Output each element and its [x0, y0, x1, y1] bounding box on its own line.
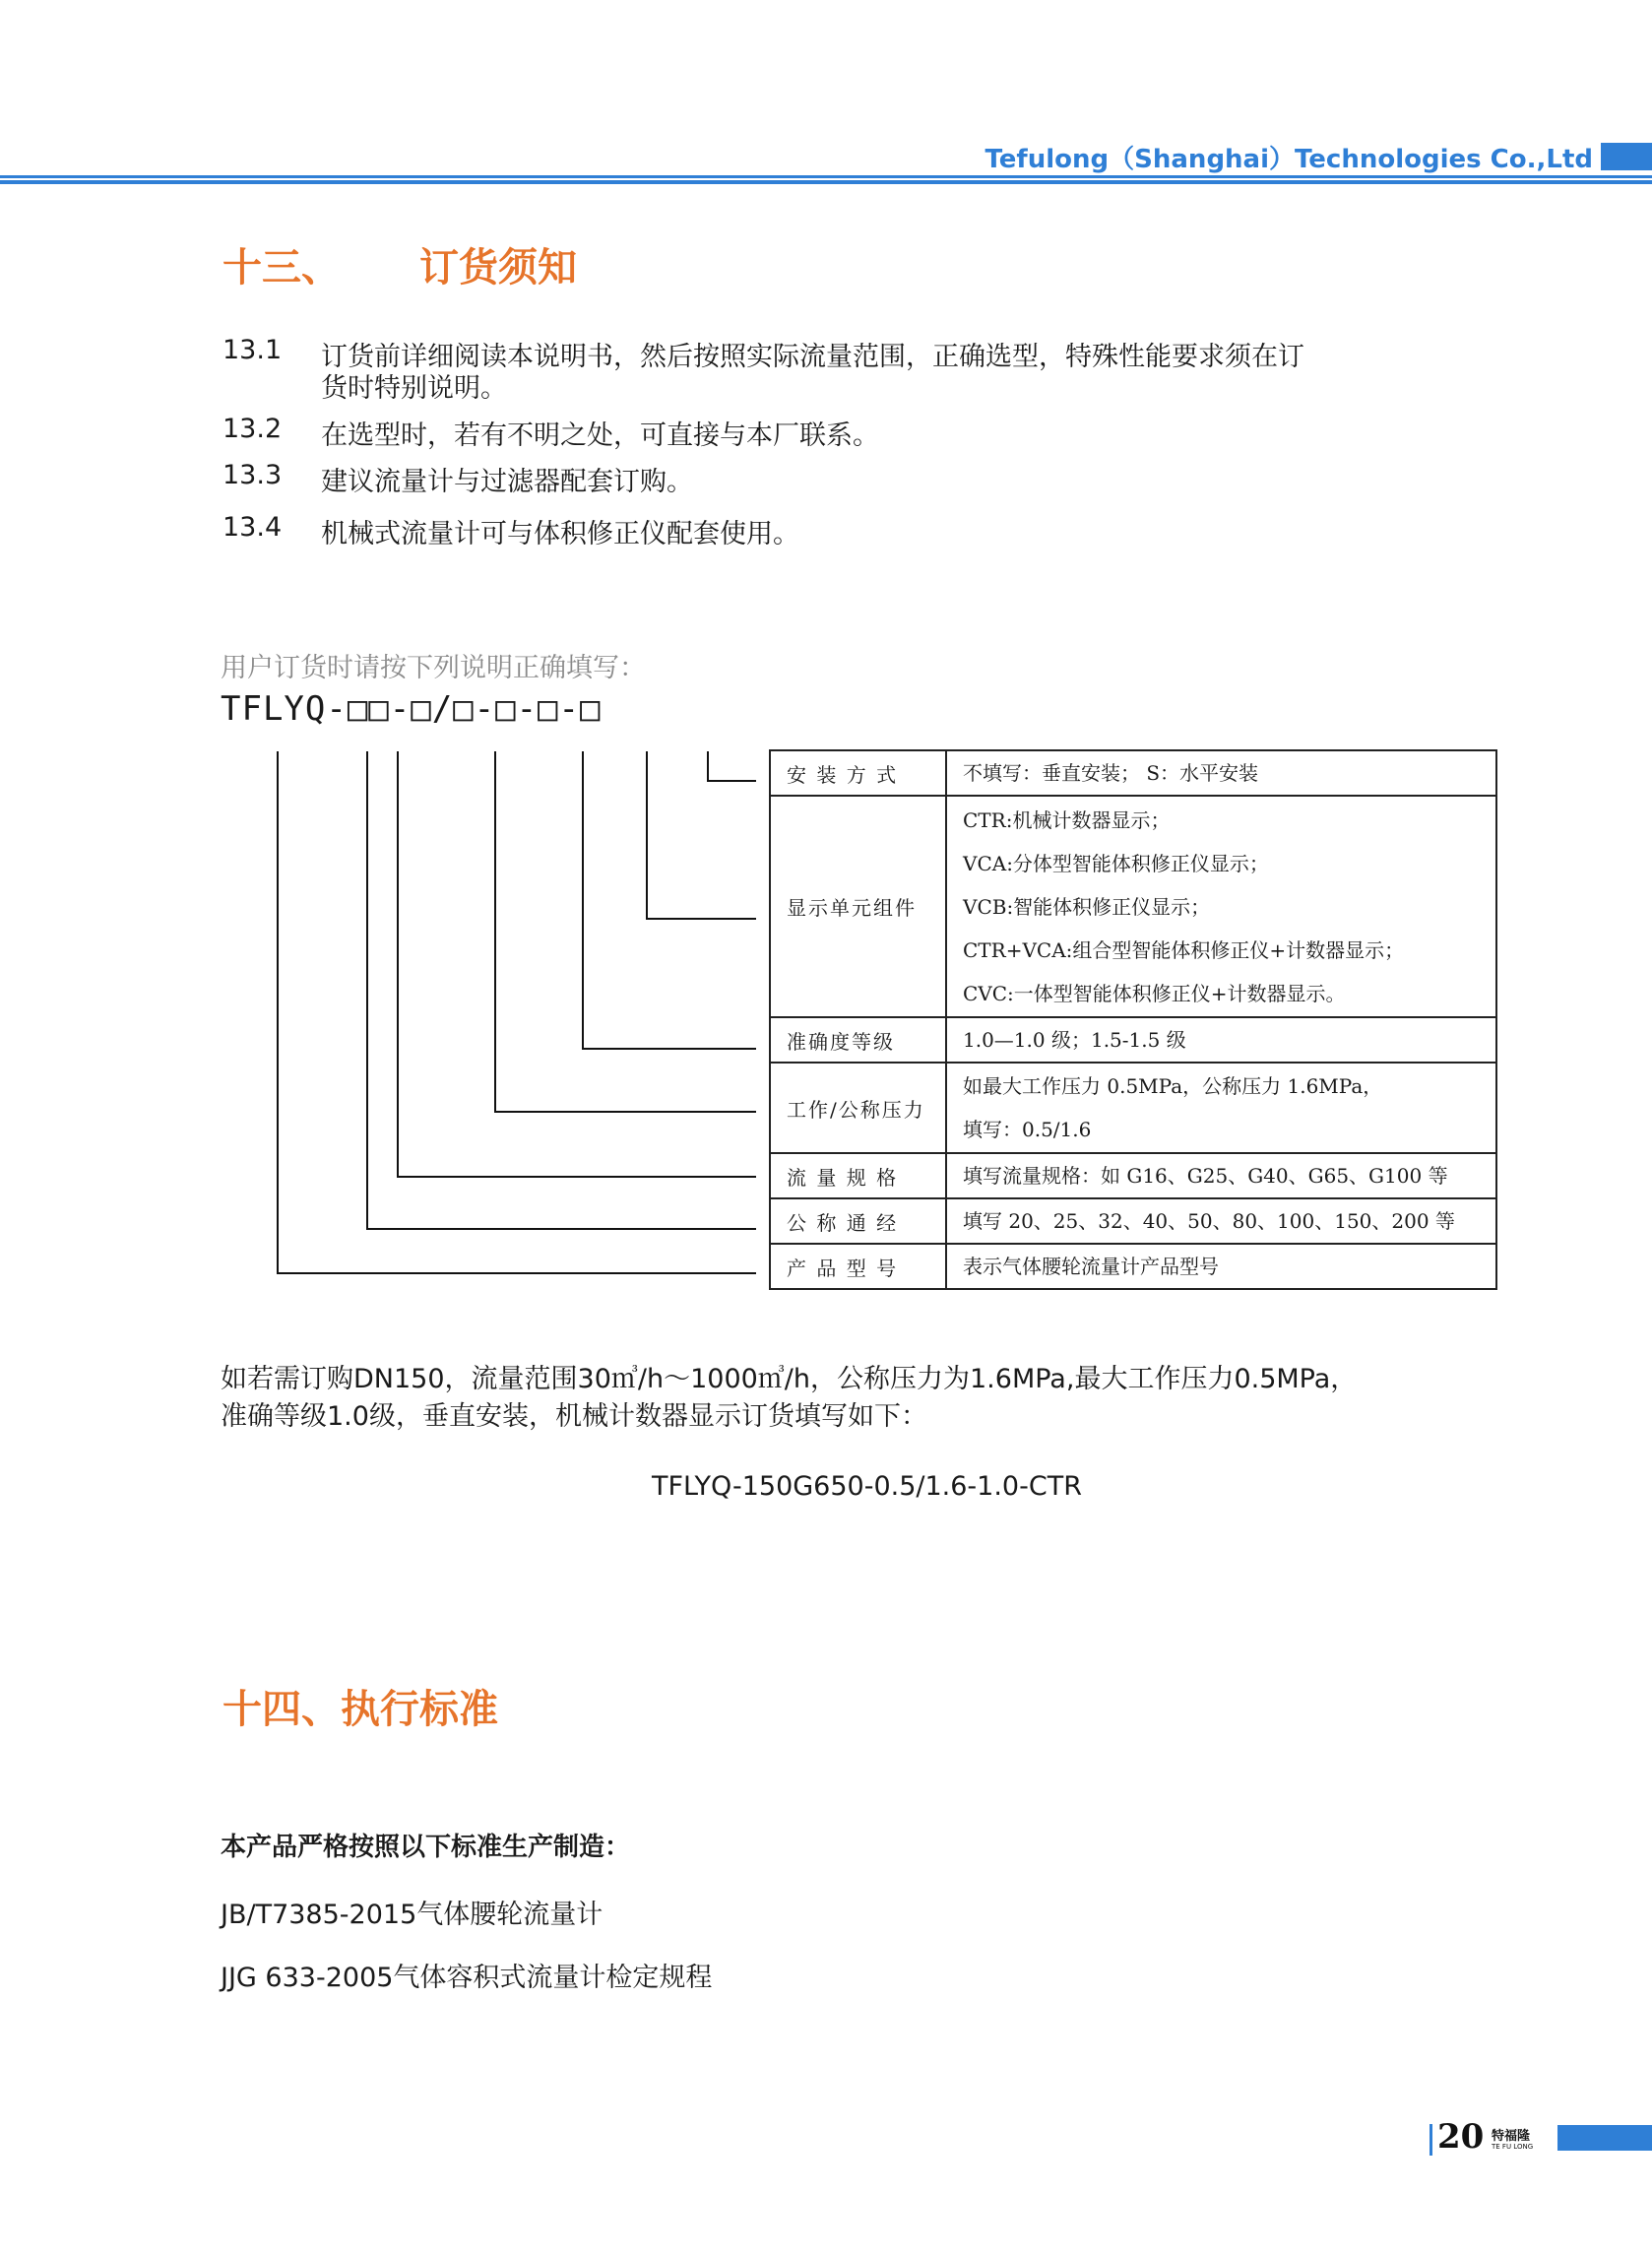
item-number: 13.4: [222, 512, 283, 543]
section-14-title: 十四、执行标准: [222, 1687, 498, 1732]
table-value-line: 填写流量规格：如 G16、G25、G40、G65、G100 等: [963, 1164, 1448, 1188]
table-value-line: VCA:分体型智能体积修正仪显示；: [963, 851, 1269, 875]
footer-accent-block: [1557, 2125, 1652, 2151]
order-example-line: 准确等级1.0级，垂直安装，机械计数器显示订货填写如下：: [221, 1401, 927, 1432]
list-item-13-2: [222, 414, 1404, 449]
table-value-line: 不填写：垂直安装； S：水平安装: [963, 761, 1259, 785]
standard-item: JJG 633-2005气体容积式流量计检定规程: [221, 1963, 713, 1993]
connector-product-model-arm: [277, 1272, 756, 1274]
table-value-line: VCB:智能体积修正仪显示；: [963, 894, 1211, 919]
table-value-line: CTR:机械计数器显示；: [963, 807, 1171, 832]
table-value-flow-spec: [946, 1153, 1496, 1198]
item-text: 在选型时，若有不明之处，可直接与本厂联系。: [321, 420, 879, 451]
footer-brand-english: TE FU LONG: [1492, 2143, 1534, 2151]
list-item-13-4: [222, 512, 1404, 548]
table-label-install-mode: 安 装 方 式: [770, 750, 946, 796]
item-number: 13.2: [222, 414, 283, 444]
table-row: [770, 1244, 1496, 1289]
section-13-number: 十三、: [222, 245, 341, 290]
item-number: 13.3: [222, 460, 283, 490]
table-label-product-model: 产 品 型 号: [770, 1244, 946, 1289]
table-row: [770, 796, 1496, 1017]
table-value-line: 1.0—1.0 级；1.5-1.5 级: [963, 1028, 1186, 1052]
connector-install-mode-arm: [707, 780, 756, 782]
page-number: 20: [1437, 2117, 1485, 2157]
table-value-line: CTR+VCA:组合型智能体积修正仪+计数器显示；: [963, 937, 1405, 962]
table-value-line: CVC:一体型智能体积修正仪+计数器显示。: [963, 981, 1346, 1005]
standards-intro: 本产品严格按照以下标准生产制造：: [221, 1833, 631, 1862]
connector-pressure: [494, 751, 496, 1112]
table-row: [770, 1017, 1496, 1063]
connector-install-mode: [707, 751, 709, 781]
item-number: 13.1: [222, 335, 283, 365]
order-example-text: [221, 1361, 1357, 1436]
table-label-display-unit: 显示单元组件: [770, 796, 946, 1017]
table-label-flow-spec: 流 量 规 格: [770, 1153, 946, 1198]
table-row: [770, 1063, 1496, 1153]
header-accent-block: [1601, 143, 1652, 170]
list-item-13-3: [222, 460, 1404, 495]
table-label-nominal-diameter: 公 称 通 经: [770, 1198, 946, 1244]
table-value-line: 如最大工作压力 0.5MPa，公称压力 1.6MPa，: [963, 1074, 1383, 1098]
list-item-13-1: [222, 335, 1404, 406]
footer-brand-logo: 特福隆: [1492, 2129, 1531, 2144]
table-label-accuracy: 准确度等级: [770, 1017, 946, 1063]
table-row: [770, 1153, 1496, 1198]
table-value-accuracy: [946, 1017, 1496, 1063]
order-code-table: [769, 749, 1497, 1290]
connector-display-unit: [646, 751, 648, 919]
ordering-intro: 用户订货时请按下列说明正确填写：: [221, 653, 646, 683]
order-example-line: 如若需订购DN150，流量范围30㎥/h～1000㎥/h，公称压力为1.6MPa,最大工作压力0.5MPa，: [221, 1364, 1358, 1394]
table-row: [770, 750, 1496, 796]
table-value-line: 填写：0.5/1.6: [963, 1118, 1092, 1141]
table-value-nominal-diameter: [946, 1198, 1496, 1244]
table-value-line: 填写 20、25、32、40、50、80、100、150、200 等: [963, 1209, 1455, 1233]
item-text-continued: 货时特别说明。: [321, 373, 507, 404]
item-text: 订货前详细阅读本说明书，然后按照实际流量范围，正确选型，特殊性能要求须在订: [321, 342, 1304, 372]
header-company-name: Tefulong（Shanghai）Technologies Co.,Ltd: [985, 145, 1593, 174]
table-value-line: 表示气体腰轮流量计产品型号: [963, 1255, 1219, 1278]
connector-flow-spec: [397, 751, 399, 1177]
header-rule: [0, 175, 1652, 178]
item-text: 机械式流量计可与体积修正仪配套使用。: [321, 519, 799, 549]
connector-nominal-diameter: [366, 751, 368, 1230]
header-rule-thick: [0, 180, 1652, 184]
item-text: 建议流量计与过滤器配套订购。: [321, 467, 693, 497]
connector-flow-spec-arm: [397, 1176, 756, 1178]
connector-product-model: [277, 751, 279, 1273]
connector-display-unit-arm: [646, 918, 756, 920]
table-row: [770, 1198, 1496, 1244]
connector-nominal-diameter-arm: [366, 1228, 756, 1230]
table-value-product-model: [946, 1244, 1496, 1289]
standard-item: JB/T7385-2015气体腰轮流量计: [221, 1900, 604, 1930]
order-example-code: TFLYQ-150G650-0.5/1.6-1.0-CTR: [652, 1471, 1082, 1502]
connector-accuracy-arm: [582, 1048, 756, 1050]
model-code-pattern: TFLYQ-□□-□/□-□-□-□: [221, 689, 602, 729]
table-value-display-unit: [946, 796, 1496, 1017]
connector-accuracy: [582, 751, 584, 1049]
connector-pressure-arm: [494, 1111, 756, 1113]
table-value-install-mode: [946, 750, 1496, 796]
table-value-pressure: [946, 1063, 1496, 1153]
footer-accent-bar: [1430, 2124, 1432, 2156]
table-label-pressure: 工作/公称压力: [770, 1063, 946, 1153]
section-13-title: 订货须知: [419, 245, 577, 290]
